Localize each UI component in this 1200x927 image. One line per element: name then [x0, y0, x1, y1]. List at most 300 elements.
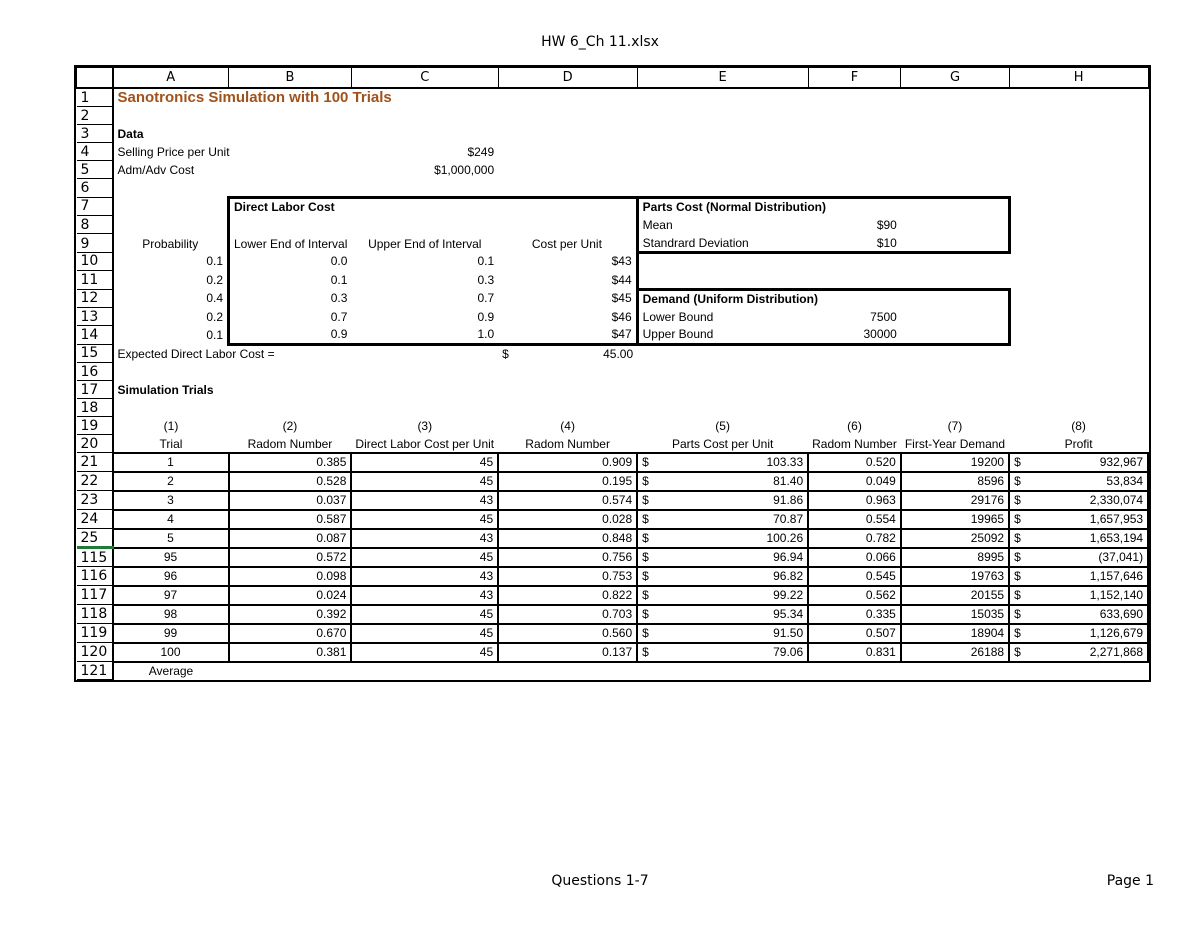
cell[interactable]	[637, 252, 808, 271]
random-number-cell[interactable]: 0.963	[808, 491, 901, 510]
upper-end-cell[interactable]: 0.9	[477, 309, 495, 324]
demand-cell[interactable]: 18904	[901, 624, 1009, 643]
cell[interactable]	[1009, 344, 1148, 363]
parts-sd-label[interactable]: Standrard Deviation	[637, 234, 808, 253]
random-number-cell[interactable]: 0.024	[229, 586, 352, 605]
data-section-label[interactable]: Data	[117, 126, 144, 141]
row-header[interactable]: 115	[77, 548, 113, 567]
cell[interactable]	[229, 662, 352, 680]
labor-cost-title[interactable]: Direct Labor Cost	[229, 197, 638, 216]
adm-cost-label[interactable]: Adm/Adv Cost	[117, 162, 195, 177]
column-number-label[interactable]: (7)	[947, 418, 963, 433]
cell[interactable]	[498, 381, 637, 399]
column-header-c[interactable]: C	[351, 68, 498, 89]
labor-cost-cell[interactable]: 45	[351, 605, 498, 624]
random-number-cell[interactable]: 0.831	[808, 643, 901, 662]
expected-labor-value-value: 45.00	[603, 347, 634, 361]
row-4	[77, 143, 1149, 161]
selling-price-label[interactable]: Selling Price per Unit	[117, 144, 230, 159]
row-1	[77, 88, 1149, 107]
parts-cost-cell-value: 99.22	[773, 588, 804, 602]
column-number-label[interactable]: (8)	[1071, 418, 1086, 433]
parts-mean-label[interactable]: Mean	[637, 216, 808, 234]
random-number-cell[interactable]: 0.753	[498, 567, 637, 586]
cell[interactable]	[808, 363, 901, 381]
cell[interactable]	[901, 344, 1009, 363]
demand-cell[interactable]: 25092	[901, 529, 1009, 548]
parts-sd-value[interactable]: $10	[808, 234, 901, 253]
lower-end-header[interactable]: Lower End of Interval	[229, 234, 352, 253]
cell[interactable]	[498, 363, 637, 381]
cell[interactable]	[1009, 289, 1148, 308]
cell[interactable]	[637, 381, 808, 399]
probability-cell[interactable]: 0.2	[206, 309, 223, 324]
row-header[interactable]: 11	[77, 271, 113, 290]
trial-header[interactable]: Trial	[113, 435, 229, 453]
expected-labor-value[interactable]	[498, 344, 637, 363]
cell[interactable]	[1009, 252, 1148, 271]
currency-symbol: $	[1014, 512, 1021, 526]
random-number-header[interactable]: Radom Number	[229, 435, 352, 453]
labor-row	[77, 289, 1149, 308]
row-20	[77, 435, 1149, 453]
cell[interactable]	[1009, 308, 1148, 326]
random-number-cell[interactable]: 0.670	[229, 624, 352, 643]
currency-symbol: $	[642, 607, 649, 621]
row-header[interactable]: 17	[77, 381, 113, 399]
profit-cell[interactable]	[1009, 643, 1148, 662]
trial-row	[77, 586, 1149, 605]
currency-symbol: $	[642, 455, 649, 469]
currency-symbol: $	[642, 493, 649, 507]
cell[interactable]	[1009, 363, 1148, 381]
demand-cell[interactable]: 19200	[901, 453, 1009, 472]
demand-upper-label[interactable]: Upper Bound	[637, 326, 808, 345]
row-header[interactable]: 14	[77, 326, 113, 345]
row-header[interactable]: 121	[77, 662, 113, 680]
row-header[interactable]: 8	[77, 216, 113, 234]
parts-cost-cell[interactable]	[637, 453, 808, 472]
column-header-row	[77, 68, 1149, 89]
probability-cell[interactable]: 0.2	[206, 272, 223, 287]
cell[interactable]	[637, 344, 808, 363]
parts-cost-cell[interactable]	[637, 548, 808, 567]
random-number-cell[interactable]: 0.049	[808, 472, 901, 491]
demand-upper-value[interactable]: 30000	[808, 326, 901, 345]
row-header[interactable]: 18	[77, 399, 113, 417]
cell[interactable]	[901, 271, 1009, 290]
row-header[interactable]: 2	[77, 107, 113, 125]
trial-row	[77, 624, 1149, 643]
random-number-cell[interactable]: 0.703	[498, 605, 637, 624]
row-8	[77, 216, 1149, 234]
row-121	[77, 662, 1149, 680]
cell[interactable]	[808, 271, 901, 290]
labor-row	[77, 326, 1149, 345]
profit-cell-value: 932,967	[1099, 455, 1144, 469]
parts-cost-title[interactable]: Parts Cost (Normal Distribution)	[637, 197, 1009, 216]
currency-symbol: $	[642, 550, 649, 564]
random-number-cell[interactable]: 0.756	[498, 548, 637, 567]
demand-cell[interactable]: 8596	[901, 472, 1009, 491]
parts-cost-cell[interactable]	[637, 472, 808, 491]
random-number-cell[interactable]: 0.554	[808, 510, 901, 529]
trial-row	[77, 605, 1149, 624]
demand-cell[interactable]: 15035	[901, 605, 1009, 624]
trial-number-cell[interactable]: 96	[113, 567, 229, 586]
spreadsheet-grid	[76, 67, 1149, 680]
average-label[interactable]: Average	[148, 664, 194, 678]
currency-symbol: $	[1014, 588, 1021, 602]
trial-row	[77, 491, 1149, 510]
row-header[interactable]: 24	[77, 510, 113, 529]
demand-lower-label[interactable]: Lower Bound	[637, 308, 808, 326]
row-header[interactable]: 119	[77, 624, 113, 643]
cost-per-unit-cell[interactable]: $44	[611, 272, 632, 287]
trial-number-cell[interactable]: 5	[113, 529, 229, 548]
trial-row	[77, 529, 1149, 548]
cell[interactable]	[498, 662, 637, 680]
column-header-a[interactable]: A	[113, 68, 229, 89]
trial-number-cell[interactable]: 97	[113, 586, 229, 605]
column-number-label[interactable]: (5)	[715, 418, 730, 433]
currency-symbol: $	[642, 626, 649, 640]
labor-cost-cell[interactable]: 45	[351, 624, 498, 643]
currency-symbol: $	[502, 347, 509, 361]
random-number-cell[interactable]: 0.037	[229, 491, 352, 510]
demand-cell[interactable]: 8995	[901, 548, 1009, 567]
column-header-h[interactable]: H	[1009, 68, 1148, 89]
demand-header[interactable]: First-Year Demand	[901, 435, 1009, 453]
row-header[interactable]: 116	[77, 567, 113, 586]
cell[interactable]	[808, 252, 901, 271]
row-header[interactable]: 5	[77, 161, 113, 179]
currency-symbol: $	[1014, 531, 1021, 545]
row-header[interactable]: 20	[77, 435, 113, 453]
column-number-label[interactable]: (3)	[417, 418, 433, 433]
random-number-cell[interactable]: 0.574	[498, 491, 637, 510]
row-3	[77, 125, 1149, 143]
labor-row	[77, 271, 1149, 290]
column-header-g[interactable]: G	[901, 68, 1009, 89]
trial-number-cell[interactable]: 2	[113, 472, 229, 491]
row-header[interactable]: 4	[77, 143, 113, 161]
profit-cell[interactable]	[1009, 624, 1148, 643]
labor-cost-cell[interactable]: 43	[351, 567, 498, 586]
profit-cell[interactable]	[1009, 453, 1148, 472]
parts-cost-cell-value: 91.50	[773, 626, 804, 640]
cell[interactable]	[901, 381, 1009, 399]
row-7	[77, 197, 1149, 216]
random-number-cell[interactable]: 0.335	[808, 605, 901, 624]
trial-number-cell[interactable]: 4	[113, 510, 229, 529]
random-number-cell[interactable]: 0.087	[229, 529, 352, 548]
trial-row	[77, 643, 1149, 662]
cell[interactable]	[1009, 271, 1148, 290]
parts-cost-cell[interactable]	[637, 643, 808, 662]
row-19	[77, 417, 1149, 435]
random-number-cell[interactable]: 0.848	[498, 529, 637, 548]
cell[interactable]	[901, 662, 1009, 680]
upper-end-cell[interactable]: 1.0	[351, 326, 498, 345]
cell[interactable]	[901, 399, 1009, 417]
column-number-label[interactable]: (2)	[282, 418, 298, 433]
currency-symbol: $	[1014, 645, 1021, 659]
currency-symbol: $	[1014, 550, 1021, 564]
profit-header[interactable]: Profit	[1009, 435, 1148, 453]
currency-symbol: $	[1014, 626, 1021, 640]
currency-symbol: $	[1014, 493, 1021, 507]
parts-cost-cell[interactable]	[637, 567, 808, 586]
cell[interactable]	[901, 308, 1009, 326]
random-number-cell[interactable]: 0.385	[229, 453, 352, 472]
row-17	[77, 381, 1149, 399]
column-header-b[interactable]: B	[229, 68, 352, 89]
row-header[interactable]: 22	[77, 472, 113, 491]
trial-number-cell[interactable]: 98	[113, 605, 229, 624]
cell[interactable]	[808, 662, 901, 680]
simulation-trials-label[interactable]: Simulation Trials	[117, 382, 214, 397]
profit-cell[interactable]	[1009, 548, 1148, 567]
cell[interactable]	[901, 252, 1009, 271]
row-5	[77, 161, 1149, 179]
cost-per-unit-cell[interactable]: $45	[611, 291, 632, 306]
profit-cell[interactable]	[1009, 510, 1148, 529]
random-number-cell[interactable]: 0.562	[808, 586, 901, 605]
profit-cell-value: 53,834	[1106, 474, 1144, 488]
random-number-cell[interactable]: 0.137	[498, 643, 637, 662]
trial-row	[77, 472, 1149, 491]
parts-mean-value[interactable]: $90	[876, 217, 897, 232]
upper-end-cell[interactable]: 0.1	[477, 254, 495, 269]
demand-cell[interactable]: 20155	[901, 586, 1009, 605]
lower-end-cell[interactable]: 0.7	[229, 308, 352, 326]
random-number-cell[interactable]: 0.381	[229, 643, 352, 662]
currency-symbol: $	[642, 588, 649, 602]
trial-number-cell[interactable]: 100	[113, 643, 229, 662]
row-header[interactable]: 117	[77, 586, 113, 605]
labor-cost-cell[interactable]: 45	[351, 643, 498, 662]
cell[interactable]	[113, 399, 229, 417]
demand-cell[interactable]: 29176	[901, 491, 1009, 510]
row-18	[77, 399, 1149, 417]
selling-price-value[interactable]: $249	[467, 144, 495, 159]
trial-row	[77, 510, 1149, 529]
row-9	[77, 234, 1149, 253]
parts-cost-cell[interactable]	[637, 586, 808, 605]
cell[interactable]	[637, 662, 808, 680]
demand-cell[interactable]: 19965	[901, 510, 1009, 529]
row-header[interactable]: 25	[77, 529, 113, 548]
cost-per-unit-cell[interactable]: $46	[611, 309, 632, 324]
row-header[interactable]: 15	[77, 344, 113, 363]
random-number-cell[interactable]: 0.028	[498, 510, 637, 529]
cell[interactable]	[351, 363, 498, 381]
random-number-cell[interactable]: 0.066	[808, 548, 901, 567]
parts-cost-cell[interactable]	[637, 605, 808, 624]
row-header[interactable]: 12	[77, 289, 113, 308]
parts-cost-cell[interactable]	[637, 624, 808, 643]
column-number-label[interactable]: (6)	[847, 418, 862, 433]
cell[interactable]	[229, 399, 352, 417]
lower-end-cell[interactable]: 0.1	[229, 271, 352, 290]
adm-cost-value[interactable]: $1,000,000	[434, 162, 495, 177]
parts-cost-cell[interactable]	[637, 510, 808, 529]
random-number-cell[interactable]: 0.822	[498, 586, 637, 605]
cell[interactable]	[637, 363, 808, 381]
profit-cell-value: (37,041)	[1098, 550, 1144, 564]
row-header[interactable]: 120	[77, 643, 113, 662]
row-header[interactable]: 1	[77, 88, 113, 107]
cell[interactable]	[1009, 399, 1148, 417]
cell[interactable]	[1009, 326, 1148, 345]
labor-cost-cell[interactable]: 43	[351, 491, 498, 510]
probability-header[interactable]: Probability	[142, 237, 199, 251]
expected-labor-label[interactable]: Expected Direct Labor Cost =	[117, 347, 275, 361]
column-number-label[interactable]: (1)	[163, 418, 179, 433]
labor-cost-cell[interactable]: 45	[351, 510, 498, 529]
cell[interactable]	[229, 363, 352, 381]
demand-lower-value[interactable]: 7500	[870, 309, 897, 324]
profit-cell[interactable]	[1009, 567, 1148, 586]
trial-number-cell[interactable]: 1	[113, 453, 229, 472]
row-header[interactable]: 10	[77, 252, 113, 271]
cell[interactable]	[113, 363, 229, 381]
profit-cell[interactable]	[1009, 491, 1148, 510]
random-number-cell[interactable]: 0.782	[808, 529, 901, 548]
random-number-cell[interactable]: 0.545	[808, 567, 901, 586]
profit-cell[interactable]	[1009, 586, 1148, 605]
upper-end-header[interactable]: Upper End of Interval	[368, 237, 482, 251]
profit-cell-value: 2,330,074	[1089, 493, 1144, 507]
random-number-cell[interactable]: 0.507	[808, 624, 901, 643]
profit-cell-value: 1,152,140	[1089, 588, 1144, 602]
cell[interactable]	[901, 326, 1009, 345]
parts-cost-cell-value: 103.33	[766, 455, 804, 469]
profit-cell[interactable]	[1009, 529, 1148, 548]
row-header[interactable]: 23	[77, 491, 113, 510]
parts-cost-cell[interactable]	[637, 529, 808, 548]
cost-per-unit-header[interactable]: Cost per Unit	[531, 237, 602, 251]
footer-sheet-name: Questions 1-7	[551, 873, 649, 889]
page-header-filename: HW 6_Ch 11.xlsx	[541, 34, 659, 50]
cell[interactable]	[901, 363, 1009, 381]
row-header[interactable]: 16	[77, 363, 113, 381]
sheet-title[interactable]: Sanotronics Simulation with 100 Trials	[117, 88, 392, 106]
parts-cost-header[interactable]: Parts Cost per Unit	[637, 435, 808, 453]
lower-end-cell[interactable]: 0.3	[229, 289, 352, 308]
column-number-label[interactable]: (4)	[560, 418, 575, 433]
labor-cost-header[interactable]: Direct Labor Cost per Unit	[351, 435, 498, 453]
parts-cost-cell-value: 79.06	[773, 645, 804, 659]
row-header[interactable]: 7	[77, 197, 113, 216]
labor-cost-cell[interactable]: 45	[351, 453, 498, 472]
cell[interactable]	[351, 399, 498, 417]
probability-cell[interactable]: 0.1	[206, 327, 223, 342]
random-number-cell[interactable]: 0.528	[229, 472, 352, 491]
row-header[interactable]: 19	[77, 417, 113, 435]
upper-end-cell[interactable]: 0.7	[477, 291, 495, 306]
random-number-cell[interactable]: 0.392	[229, 605, 352, 624]
parts-cost-cell-value: 96.94	[773, 550, 804, 564]
parts-cost-cell-value: 81.40	[773, 474, 804, 488]
cell[interactable]	[1009, 381, 1148, 399]
labor-cost-cell[interactable]: 45	[351, 548, 498, 567]
profit-cell-value: 633,690	[1099, 607, 1144, 621]
lower-end-cell[interactable]: 0.0	[229, 252, 352, 271]
row-header[interactable]: 6	[77, 179, 113, 198]
currency-symbol: $	[1014, 474, 1021, 488]
cell[interactable]	[351, 381, 498, 399]
column-header-d[interactable]: D	[498, 68, 637, 89]
column-header-f[interactable]: F	[808, 68, 901, 89]
demand-cell[interactable]: 26188	[901, 643, 1009, 662]
row-header[interactable]: 21	[77, 453, 113, 472]
cell[interactable]	[637, 271, 808, 290]
upper-end-cell[interactable]: 0.3	[477, 272, 495, 287]
trial-number-cell[interactable]: 99	[113, 624, 229, 643]
random-number-cell[interactable]: 0.195	[498, 472, 637, 491]
cell[interactable]	[808, 381, 901, 399]
random-number-header[interactable]: Radom Number	[498, 435, 637, 453]
cell[interactable]	[498, 399, 637, 417]
parts-cost-cell-value: 70.87	[773, 512, 804, 526]
currency-symbol: $	[1014, 455, 1021, 469]
cell[interactable]	[637, 399, 808, 417]
column-header-e[interactable]: E	[637, 68, 808, 89]
labor-cost-cell[interactable]: 45	[351, 472, 498, 491]
random-number-cell[interactable]: 0.587	[229, 510, 352, 529]
profit-cell-value: 1,657,953	[1089, 512, 1144, 526]
profit-cell-value: 1,653,194	[1089, 531, 1144, 545]
currency-symbol: $	[642, 474, 649, 488]
probability-cell[interactable]: 0.1	[206, 254, 223, 269]
random-number-cell[interactable]: 0.572	[229, 548, 352, 567]
labor-cost-cell[interactable]: 43	[351, 586, 498, 605]
currency-symbol: $	[642, 512, 649, 526]
row-header[interactable]: 13	[77, 308, 113, 326]
labor-row	[77, 308, 1149, 326]
row-header[interactable]: 118	[77, 605, 113, 624]
trial-number-cell[interactable]: 95	[113, 548, 229, 567]
cell[interactable]	[351, 662, 498, 680]
profit-cell[interactable]	[1009, 472, 1148, 491]
lower-end-cell[interactable]: 0.9	[229, 326, 352, 345]
parts-cost-cell[interactable]	[637, 491, 808, 510]
cell[interactable]	[808, 344, 901, 363]
profit-cell[interactable]	[1009, 605, 1148, 624]
cost-per-unit-cell[interactable]: $47	[498, 326, 637, 345]
cell[interactable]	[808, 399, 901, 417]
labor-cost-cell[interactable]: 43	[351, 529, 498, 548]
random-number-cell[interactable]: 0.560	[498, 624, 637, 643]
probability-cell[interactable]: 0.4	[206, 291, 223, 306]
cell[interactable]	[1009, 662, 1148, 680]
row-header[interactable]: 9	[77, 234, 113, 253]
trial-number-cell[interactable]: 3	[113, 491, 229, 510]
random-number-cell[interactable]: 0.909	[498, 453, 637, 472]
row-header[interactable]: 3	[77, 125, 113, 143]
random-number-cell[interactable]: 0.098	[229, 567, 352, 586]
random-number-header[interactable]: Radom Number	[808, 435, 901, 453]
demand-title[interactable]: Demand (Uniform Distribution)	[637, 289, 1009, 308]
cost-per-unit-cell[interactable]: $43	[611, 254, 632, 269]
corner-cell[interactable]	[77, 68, 113, 89]
currency-symbol: $	[1014, 607, 1021, 621]
demand-cell[interactable]: 19763	[901, 567, 1009, 586]
parts-cost-cell-value: 100.26	[766, 531, 804, 545]
random-number-cell[interactable]: 0.520	[808, 453, 901, 472]
